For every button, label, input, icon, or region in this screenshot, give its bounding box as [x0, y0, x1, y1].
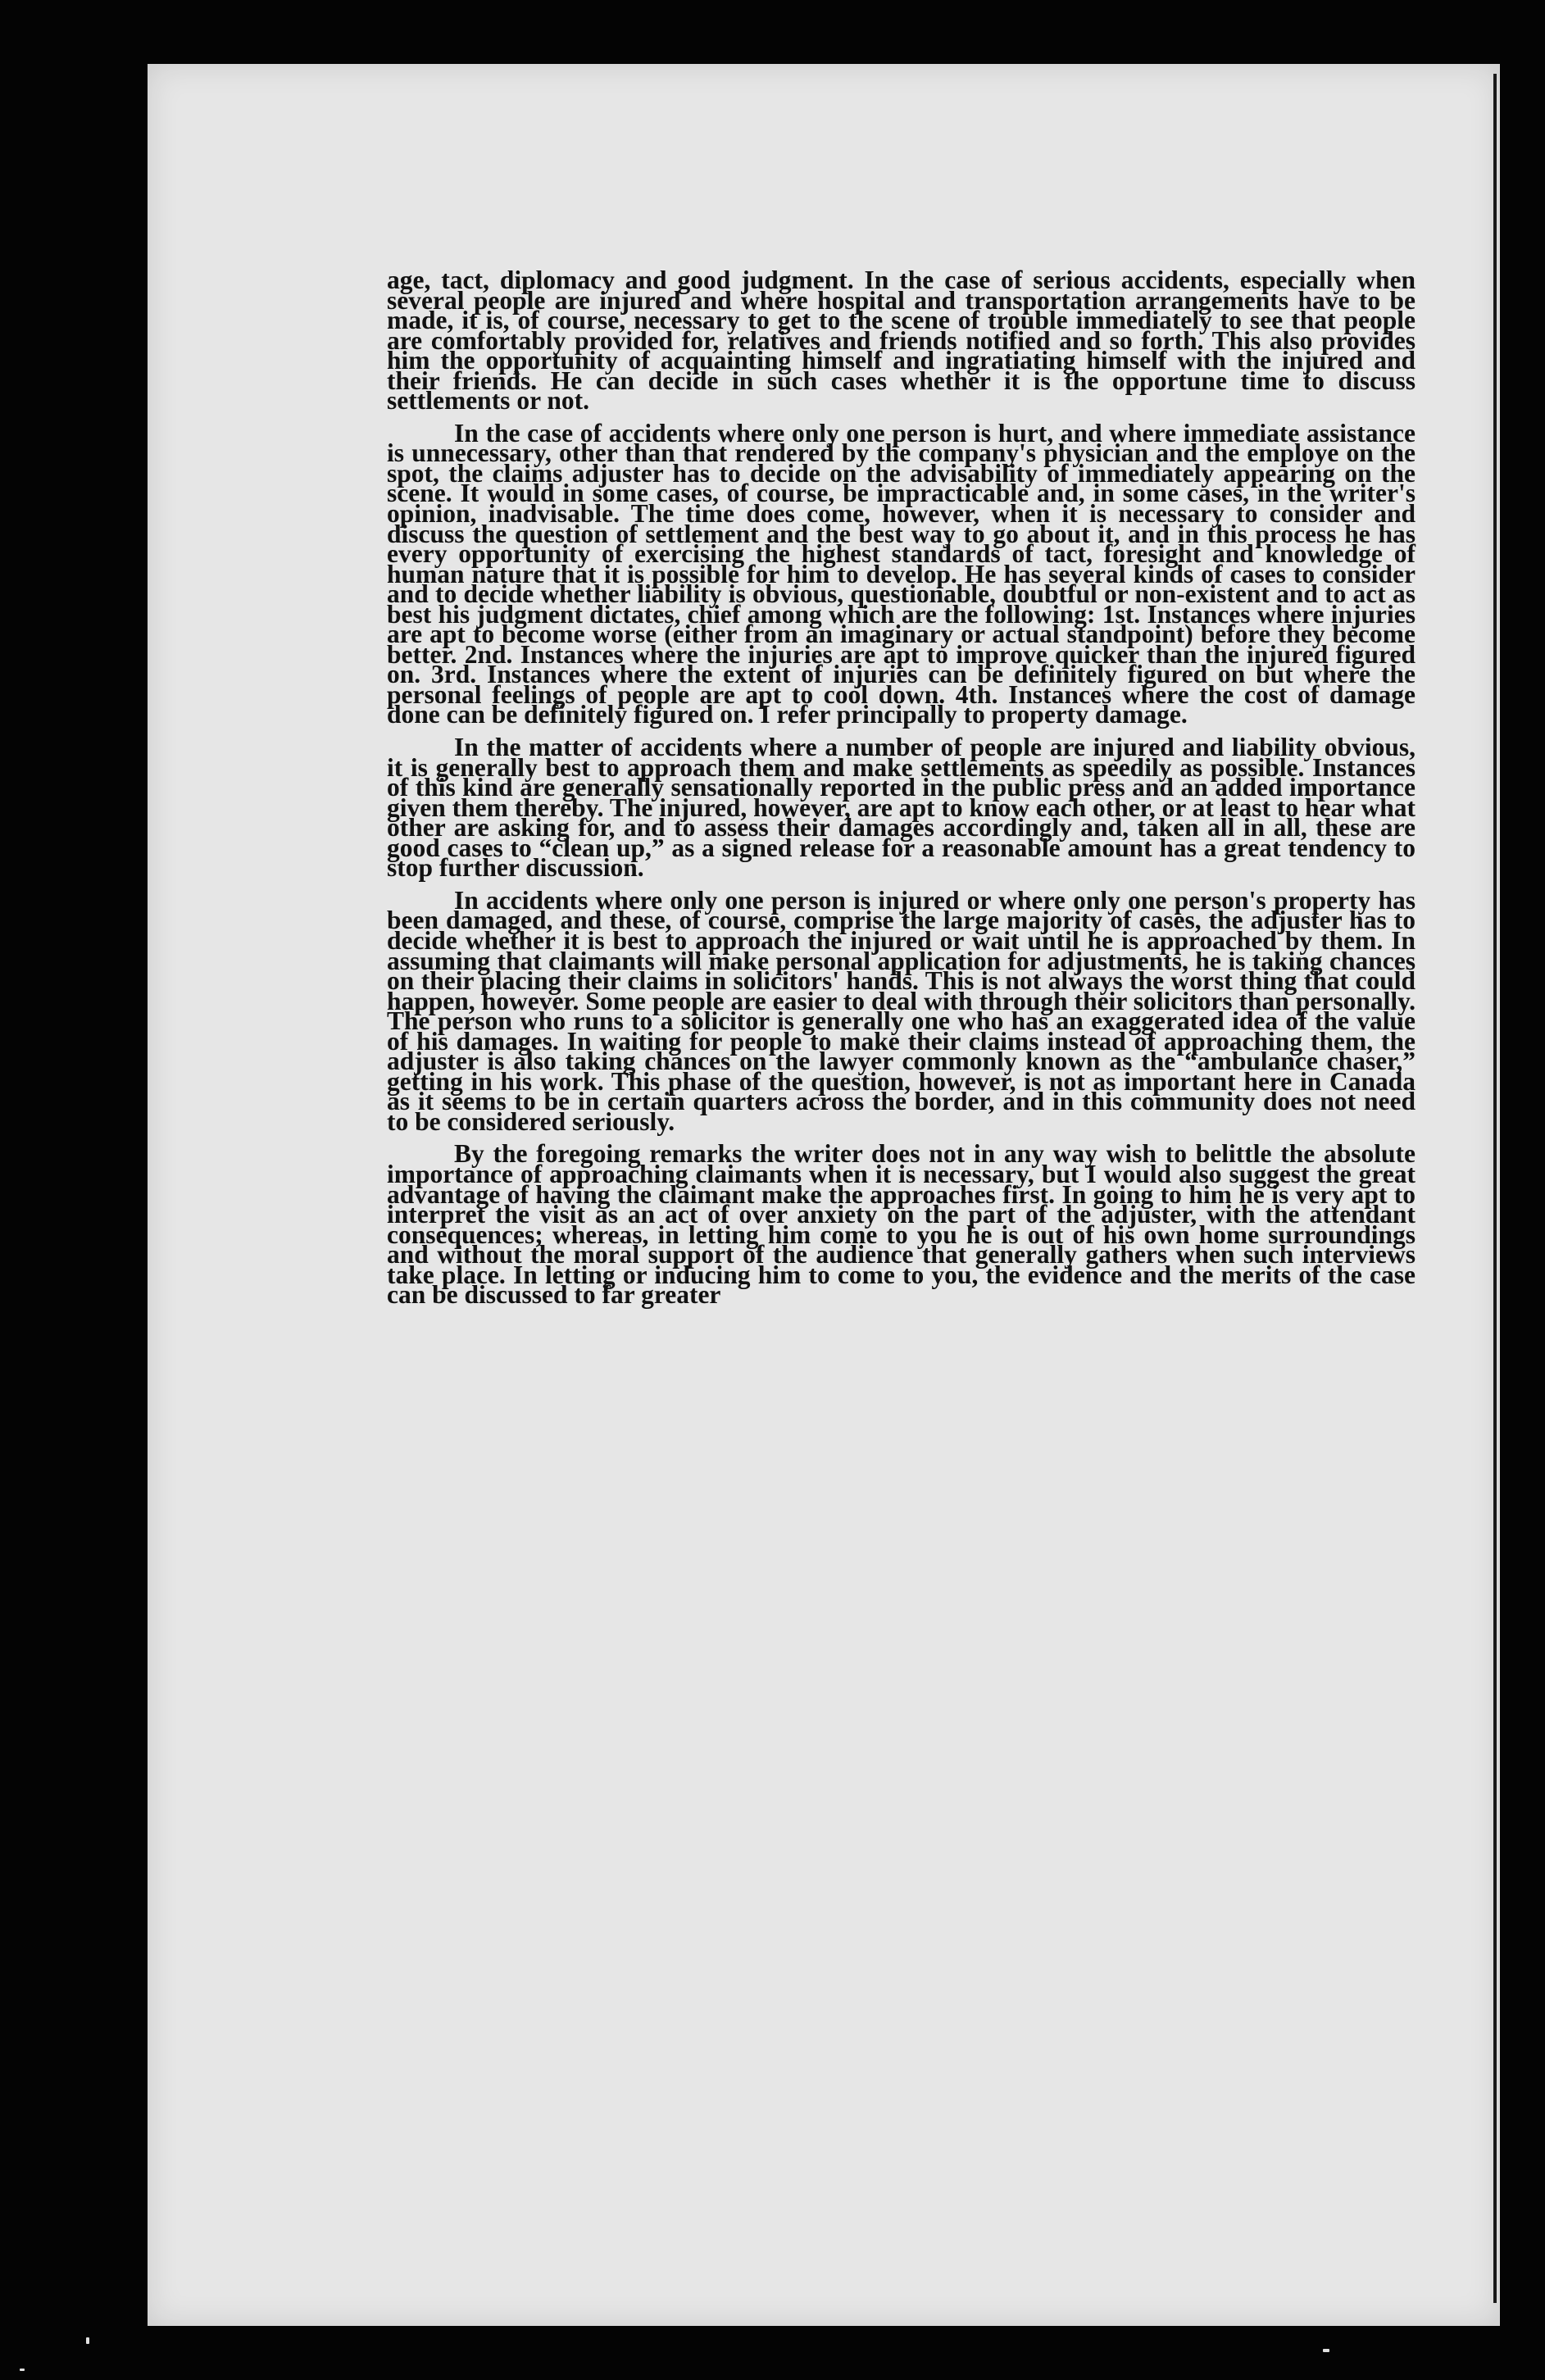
page-edge-shadow — [1493, 74, 1497, 2303]
paragraph-5: By the foregoing remarks the writer does not in any way wish to belittle the absolute importance of approaching claimants when it is necessary, but I would also suggest the great advantage of having the claimant make the approaches first. In going to him he is very apt to interpret the visit as an act of over anxiety on the part of the adjuster, with the attendant consequences; whereas, in letting him come to you he is out of his own home surroundings and without the moral support of the audience that generally gathers when such interviews take place. In letting or inducing him to come to you, the evidence and the merits of the case can be discussed to far greater — [387, 1139, 1415, 1310]
paragraph-4: In accidents where only one person is injured or where only one person's property has been damaged, and these, of course, comprise the large majority of cases, the adjuster has to decide whether it is best to approach the injured or wait until he is approached by them. In assuming that claimants will make personal application for adjustments, he is taking chances on their placing their claims in solicitors' hands. This is not always the worst thing that could happen, however. Some people are easier to deal with through their solicitors than personally. The person who runs to a solicitor is generally one who has an exaggerated idea of the value of his damages. In waiting for people to make their claims instead of approaching them, the adjuster is also taking chances on the lawyer commonly known as the “ambulance chaser,” getting in his work. This phase of the question, however, is not as important here in Canada as it seems to be in certain quarters across the border, and in this community does not need to be considered seriously. — [387, 885, 1415, 1136]
scan-speck — [20, 2369, 25, 2371]
scan-speck — [1323, 2349, 1329, 2352]
paragraph-2: In the case of accidents where only one person is hurt, and where immediate assistance is unnecessary, other than that rendered by the company's physician and the employe on the spot, the claims adjuster has to decide on the advisability of immediately appearing on the scene. It would in some cases, of course, be impracticable and, in some cases, in the writer's opinion, inadvisable. The time does come, however, when it is necessary to consider and discuss the question of settlement and the best way to go about it, and in this process he has every opportunity of exercising the highest standards of tact, foresight and knowledge of human nature that it is possible for him to develop. He has several kinds of cases to consider and to decide whether liability is obvious, questionable, doubtful or non-existent and to act as best his judgment dictates, chief among which are the following: 1st. Instances where injuries are apt to become worse (either from an imaginary or actual standpoint) before they become better. 2nd. Instances where the injuries are apt to improve quicker than the injured figured on. 3rd. Instances where the extent of injuries can be definitely figured on but where the personal feelings of people are apt to cool down. 4th. Instances where the cost of damage done can be definitely figured on. I refer principally to property damage. — [387, 418, 1415, 729]
body-text — [387, 266, 1416, 1310]
scan-speck — [86, 2337, 89, 2344]
paragraph-3: In the matter of accidents where a number of people are injured and liability obvious, it is generally best to approach them and make settlements as speedily as possible. Instances of this kind are generally sensationally reported in the public press and an added importance given them thereby. The injured, however, are apt to know each other, or at least to hear what other are asking for, and to assess their damages accordingly and, taken all in all, these are good cases to “clean up,” as a signed release for a reasonable amount has a great tendency to stop further discussion. — [387, 733, 1416, 883]
paragraph-1: age, tact, diplomacy and good judgment. In the case of serious accidents, especially when several people are injured and where hospital and transportation arrangements have to be made, it is, of course, necessary to get to the scene of trouble immediately to see that people are comfortably provided for, relatives and friends notified and so forth. This also provides him the opportunity of acquainting himself and ingratiating himself with the injured and their friends. He can decide in such cases whether it is the opportune time to discuss settlements or not. — [387, 266, 1415, 416]
